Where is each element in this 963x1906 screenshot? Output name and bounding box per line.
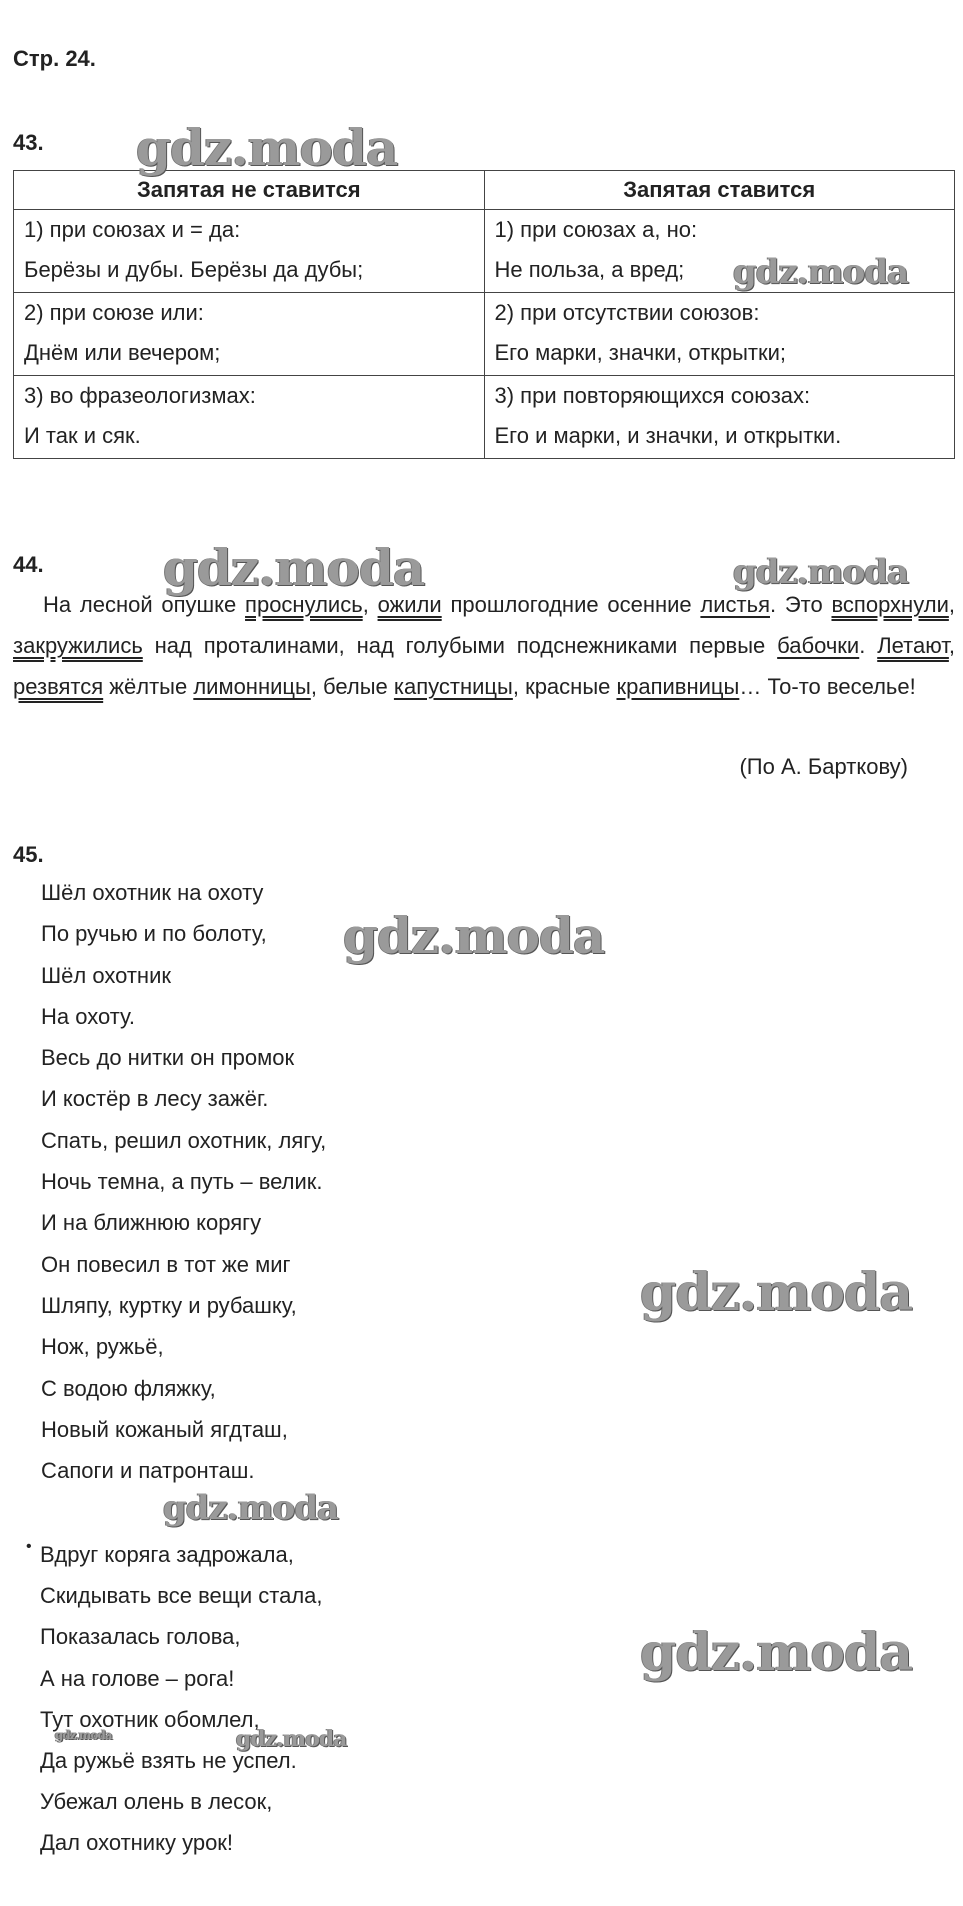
watermark-logo: gdz.moda — [343, 906, 605, 965]
table-cell — [14, 210, 485, 293]
column-header-no-comma: Запятая не ставится — [14, 171, 485, 210]
watermark-logo: gdz.moda — [136, 118, 398, 177]
text-run: жёлтые — [103, 674, 194, 699]
rule-text: 3) во фразеологизмах: — [24, 383, 256, 408]
text-run: , — [362, 592, 378, 617]
watermark-logo: gdz.moda — [163, 538, 425, 597]
poem-line: Шляпу, куртку и рубашку, — [41, 1292, 297, 1318]
subject-word: листья — [700, 592, 770, 617]
table-cell — [14, 293, 485, 376]
rule-text: 2) при отсутствии союзов: — [494, 300, 760, 325]
exercise-45-number: 45. — [13, 842, 44, 867]
poem-line: И костёр в лесу зажёг. — [41, 1086, 269, 1112]
predicate-word: ожили — [377, 592, 442, 617]
table-cell — [484, 376, 955, 459]
rule-text: 2) при союзе или: — [24, 300, 204, 325]
poem-line: Шёл охотник — [41, 962, 171, 988]
watermark-logo: gdz.moda — [163, 1488, 339, 1528]
predicate-word: проснулись — [245, 592, 363, 617]
example-text: Днём или вечером; — [24, 340, 221, 365]
poem-line: И на ближнюю корягу — [41, 1210, 262, 1236]
table-row — [14, 293, 955, 376]
text-run: , красные — [512, 674, 617, 699]
watermark-logo: gdz.moda — [55, 1728, 112, 1742]
poem-part-1 — [41, 872, 326, 1491]
example-text: Его и марки, и значки, и открытки. — [494, 423, 842, 448]
bullet-dot: • — [26, 1538, 32, 1555]
poem-line: Дал охотнику урок! — [40, 1830, 234, 1856]
poem-line: На охоту. — [41, 1003, 135, 1029]
predicate-word: резвятся — [13, 674, 104, 699]
poem-line: Вдруг коряга задрожала, — [40, 1542, 294, 1567]
watermark-logo: gdz.moda — [640, 1262, 913, 1323]
poem-line: Новый кожаный ягдташ, — [41, 1416, 288, 1442]
poem-line: Убежал олень в лесок, — [40, 1789, 273, 1815]
example-text: Его марки, значки, открытки; — [494, 340, 786, 365]
page-label: Стр. 24. — [13, 46, 96, 71]
rule-text: 1) при союзах и = да: — [24, 217, 241, 242]
text-run: . Это — [769, 592, 832, 617]
subject-word: бабочки — [777, 633, 860, 658]
text-run: . — [859, 633, 878, 658]
text-run: прошлогодние осенние — [441, 592, 701, 617]
predicate-word: закружились — [13, 633, 143, 658]
poem-line: Да ружьё взять не успел. — [40, 1747, 297, 1773]
watermark-logo: gdz.moda — [236, 1726, 347, 1752]
poem-line: По ручью и по болоту, — [41, 921, 267, 947]
predicate-word: Летают — [877, 633, 949, 658]
poem-line: Весь до нитки он промок — [41, 1045, 295, 1071]
poem-line: Спать, решил охотник, лягу, — [41, 1127, 327, 1153]
comma-rules-table — [13, 170, 955, 459]
text-run: … То-то веселье! — [739, 674, 916, 699]
column-header-comma: Запятая ставится — [484, 171, 955, 210]
text-run: , — [948, 633, 955, 658]
rule-text: 3) при повторяющихся союзах: — [494, 383, 811, 408]
poem-line: Ночь темна, а путь – велик. — [41, 1169, 323, 1195]
poem-line: Сапоги и патронташ. — [41, 1458, 255, 1484]
watermark-logo: gdz.moda — [640, 1622, 913, 1683]
poem-line: С водою фляжку, — [41, 1375, 216, 1401]
poem-part-2 — [40, 1534, 323, 1864]
poem-line: Шёл охотник на охоту — [41, 880, 264, 905]
example-text: Берёзы и дубы. Берёзы да дубы; — [24, 257, 364, 282]
table-row — [14, 376, 955, 459]
subject-word: капустницы — [393, 674, 513, 699]
example-text: Не польза, а вред; — [494, 257, 685, 282]
table-cell — [484, 210, 955, 293]
text-run: , — [948, 592, 955, 617]
watermark-logo: gdz.moda — [733, 552, 909, 592]
exercise-44-paragraph — [13, 584, 955, 707]
table-row — [14, 210, 955, 293]
text-run: , белые — [310, 674, 394, 699]
text-run: На лесной опушке — [43, 592, 246, 617]
poem-line: Тут охотник обомлел, — [40, 1706, 260, 1732]
source-attribution: (По А. Барткову) — [739, 754, 908, 779]
poem-line: Он повесил в тот же миг — [41, 1251, 291, 1277]
text-run: над проталинами, над голубыми подснежниками первые — [142, 633, 778, 658]
exercise-43-number: 43. — [13, 130, 44, 155]
subject-word: крапивницы — [616, 674, 740, 699]
predicate-word: вспорхнули — [831, 592, 949, 617]
poem-line: Скидывать все вещи стала, — [40, 1583, 323, 1609]
table-header-row — [14, 171, 955, 210]
poem-line: Нож, ружьё, — [41, 1334, 164, 1360]
exercise-44-number: 44. — [13, 552, 44, 577]
table-cell — [484, 293, 955, 376]
subject-word: лимонницы — [193, 674, 311, 699]
table-cell — [14, 376, 485, 459]
watermark-logo: gdz.moda — [733, 252, 909, 292]
rule-text: 1) при союзах а, но: — [494, 217, 698, 242]
poem-line: А на голове – рога! — [40, 1665, 235, 1691]
example-text: И так и сяк. — [24, 423, 141, 448]
poem-line: Показалась голова, — [40, 1624, 241, 1650]
